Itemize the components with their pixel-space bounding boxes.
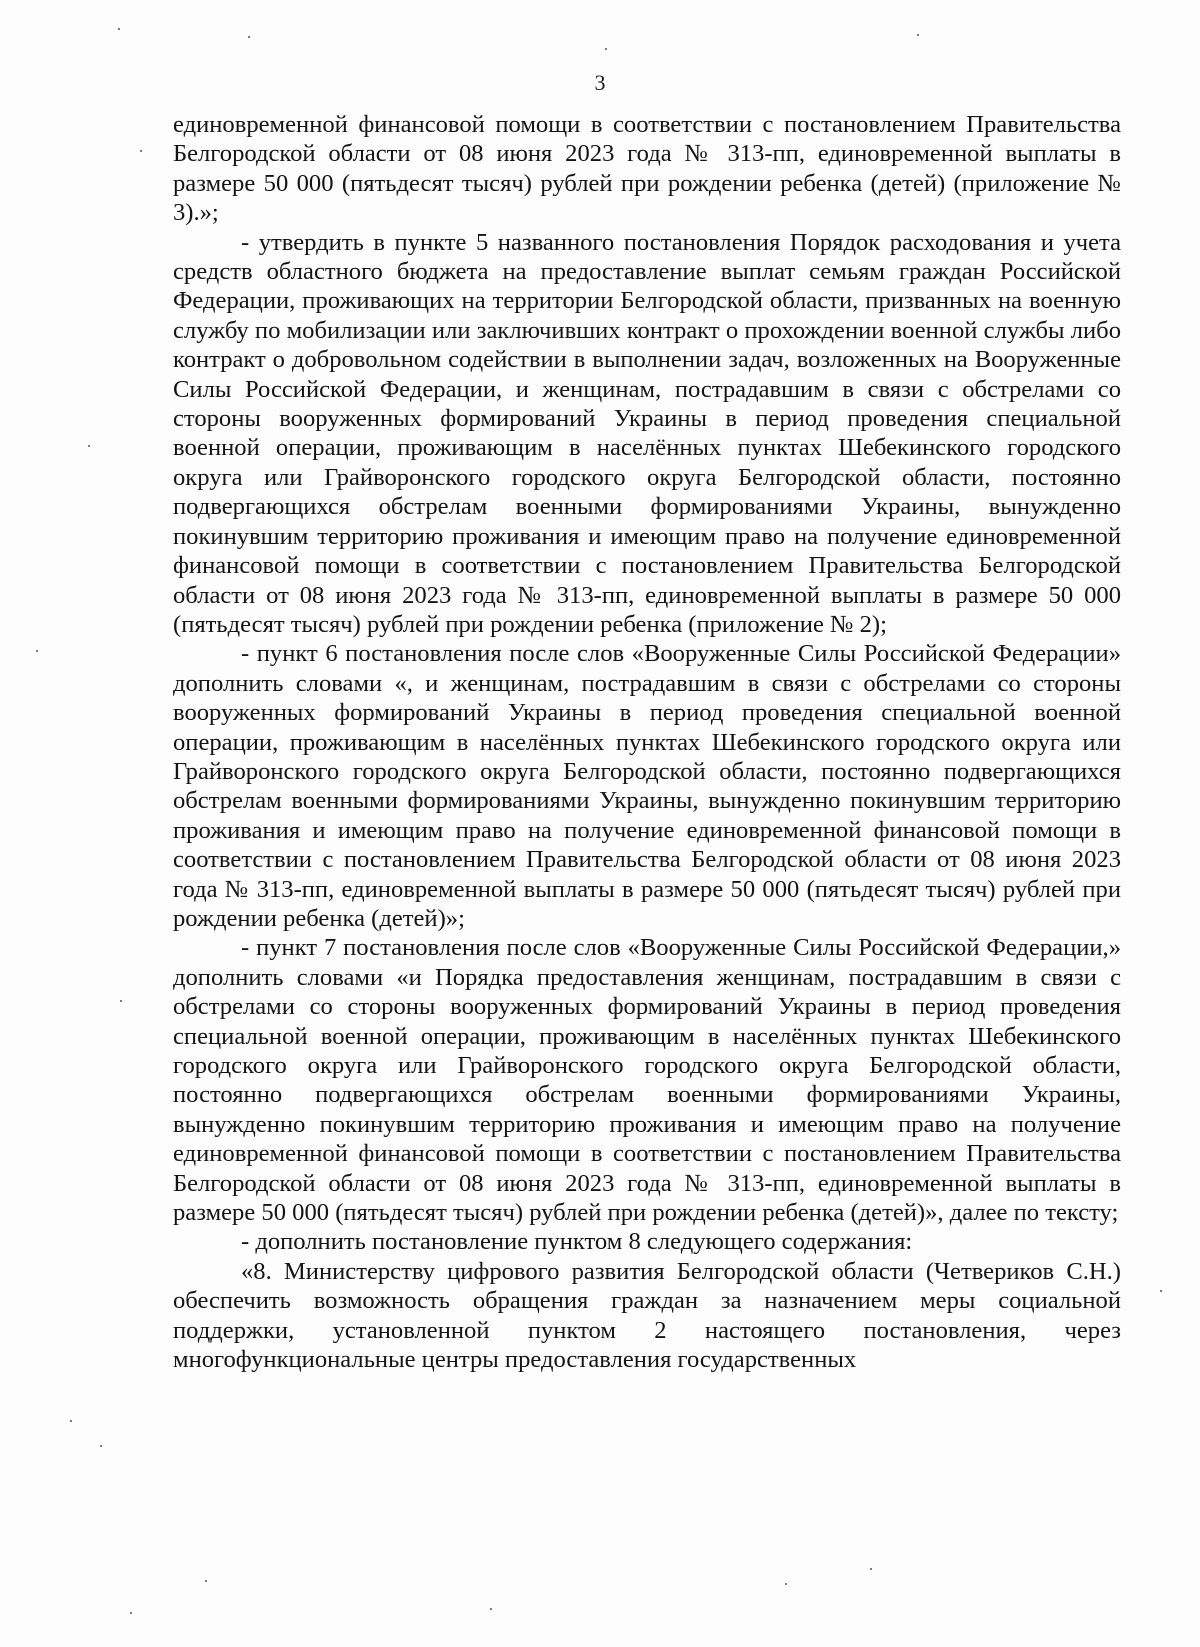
scan-speck xyxy=(100,1445,102,1447)
scan-speck xyxy=(1160,1290,1162,1292)
scan-speck xyxy=(605,48,607,50)
scan-speck xyxy=(248,36,250,38)
scan-speck xyxy=(140,150,142,152)
paragraph-item-approve-order: - утвердить в пункте 5 названного постановления Порядок расходования и учета средств областного бюджета на предоставление выплат семьям граждан Российской Федерации, проживающих на территории Белгородской области, призванных на военную службу по мобилизации или заключивших контракт о прохождении военной службы либо контракт о добровольном содействии в выполнении задач, возложенных на Вооруженные Силы Российской Федерации, и женщинам, пострадавшим в связи с обстрелами со стороны вооруженных формирований Украины в период проведения специальной военной операции, проживающим в населённых пунктах Шебекинского городского округа или Грайворонского городского округа Белгородской области, постоянно подвергающихся обстрелам военными формированиями Украины, вынужденно покинувшим территорию проживания и имеющим право на получение единовременной финансовой помощи в соответствии с постановлением Правительства Белгородской области от 08 июня 2023 года № 313-пп, единовременной выплаты в размере 50 000 (пятьдесят тысяч) рублей при рождении ребенка (приложение № 2); xyxy=(173,228,1121,638)
scan-speck xyxy=(130,1612,132,1614)
scan-speck xyxy=(917,34,919,36)
page-number: 3 xyxy=(594,70,606,95)
paragraph-item-point-6: - пункт 6 постановления после слов «Вооруженные Силы Российской Федерации» дополнить словами «, и женщинам, пострадавшим в связи с обстрелами со стороны вооруженных формирований Украины в период проведения специальной военной операции, проживающим в населённых пунктах Шебекинского городского округа или Грайворонского городского округа Белгородской области, постоянно подвергающихся обстрелам военными формированиями Украины, вынужденно покинувшим территорию проживания и имеющим право на получение единовременной финансовой помощи в соответствии с постановлением Правительства Белгородской области от 08 июня 2023 года № 313-пп, единовременной выплаты в размере 50 000 (пятьдесят тысяч) рублей при рождении ребенка (детей)»; xyxy=(173,640,1121,932)
paragraph-item-add-point-8: - дополнить постановление пунктом 8 следующего содержания: xyxy=(241,1228,913,1256)
paragraph-point-8-text: «8. Министерству цифрового развития Белгородской области (Четвериков С.Н.) обеспечить возможность обращения граждан за назначением меры социальной поддержки, установленной пунктом 2 настоящего постановления, через многофункциональные центры предоставления государственных xyxy=(173,1257,1121,1374)
scan-speck xyxy=(118,28,120,30)
paragraph-continuation: единовременной финансовой помощи в соответствии с постановлением Правительства Белгородской области от 08 июня 2023 года № 313-пп, единовременной выплаты в размере 50 000 (пятьдесят тысяч) рублей при рождении ребенка (детей) (приложение № 3).»; xyxy=(173,111,1121,227)
scan-speck xyxy=(205,1580,207,1582)
scan-speck xyxy=(88,445,90,447)
scan-speck xyxy=(490,1608,492,1610)
scan-speck xyxy=(70,1420,72,1422)
scan-speck xyxy=(36,650,38,652)
document-body xyxy=(173,110,1121,1374)
scan-speck xyxy=(785,1583,787,1585)
paragraph-item-point-7: - пункт 7 постановления после слов «Вооруженные Силы Российской Федерации,» дополнить словами «и Порядка предоставления женщинам, пострадавшим в связи с обстрелами со стороны вооруженных формирований Украины в период проведения специальной военной операции, проживающим в населённых пунктах Шебекинского городского округа или Грайворонского городского округа Белгородской области, постоянно подвергающихся обстрелам военными формированиями Украины, вынужденно покинувшим территорию проживания и имеющим право на получение единовременной финансовой помощи в соответствии с постановлением Правительства Белгородской области от 08 июня 2023 года № 313-пп, единовременной выплаты в размере 50 000 (пятьдесят тысяч) рублей при рождении ребенка (детей)», далее по тексту; xyxy=(173,934,1121,1227)
scan-speck xyxy=(120,1000,122,1002)
scan-speck xyxy=(870,1568,872,1570)
